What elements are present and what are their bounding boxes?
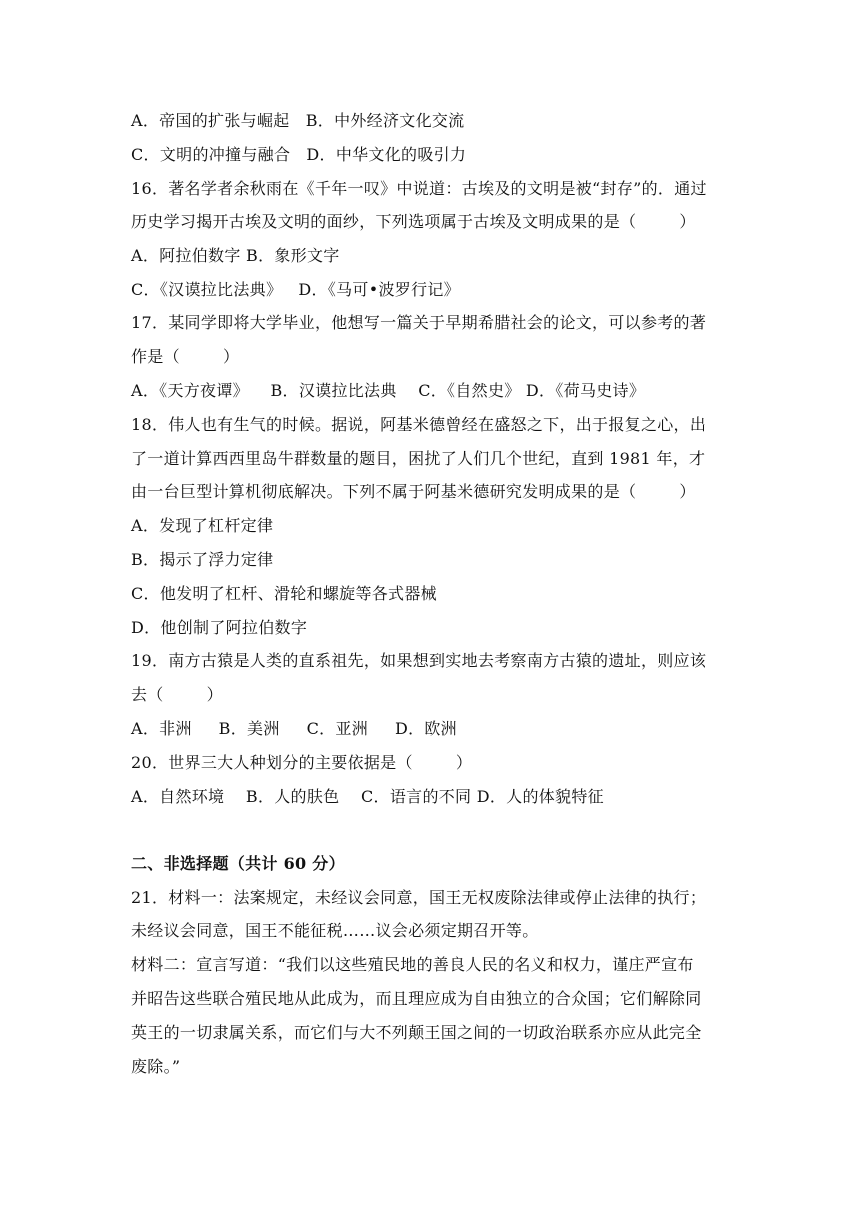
q17-options: A．《天方夜谭》 B．汉谟拉比法典 C．《自然史》 D．《荷马史诗》 <box>131 381 646 400</box>
q18-stem-line3: 由一台巨型计算机彻底解决。下列不属于阿基米德研究发明成果的是（ ） <box>131 482 696 501</box>
q16-stem-line2: 历史学习揭开古埃及文明的面纱，下列选项属于古埃及文明成果的是（ ） <box>131 212 696 231</box>
q15-options-cd: C．文明的冲撞与融合 D．中华文化的吸引力 <box>131 145 467 164</box>
q18-stem-line1: 18．伟人也有生气的时候。据说，阿基米德曾经在盛怒之下，出于报复之心，出 <box>131 415 707 434</box>
q16-options-ab: A．阿拉伯数字 B．象形文字 <box>131 246 340 265</box>
q16-stem-line1: 16．著名学者余秋雨在《千年一叹》中说道：古埃及的文明是被“封存”的．通过 <box>131 179 707 198</box>
q21-material2-line4: 废除。” <box>131 1057 181 1076</box>
q21-material2-line3: 英王的一切隶属关系，而它们与大不列颠王国之间的一切政治联系亦应从此完全 <box>131 1023 702 1042</box>
q21-material2-line2: 并昭告这些联合殖民地从此成为，而且理应成为自由独立的合众国；它们解除同 <box>131 989 702 1008</box>
q20-stem: 20．世界三大人种划分的主要依据是（ ） <box>131 753 473 772</box>
q18-option-b: B．揭示了浮力定律 <box>131 550 274 569</box>
q19-stem-line2: 去（ ） <box>131 685 223 704</box>
q16-options-cd: C．《汉谟拉比法典》 D．《马可•波罗行记》 <box>131 280 460 299</box>
q18-option-c: C．他发明了杠杆、滑轮和螺旋等各式器械 <box>131 584 437 603</box>
q18-option-d: D．他创制了阿拉伯数字 <box>131 618 308 637</box>
q21-material1-line1: 21．材料一：法案规定，未经议会同意，国王无权废除法律或停止法律的执行； <box>131 888 707 907</box>
q17-stem-line1: 17．某同学即将大学毕业，他想写一篇关于早期希腊社会的论文，可以参考的著 <box>131 313 707 332</box>
q17-stem-line2: 作是（ ） <box>131 347 240 366</box>
q20-options: A．自然环境 B．人的肤色 C．语言的不同 D．人的体貌特征 <box>131 787 604 806</box>
section-heading: 二、非选择题（共计 60 分） <box>131 854 345 873</box>
q18-stem-line2: 了一道计算西西里岛牛群数量的题目，困扰了人们几个世纪，直到 1981 年，才 <box>131 449 706 468</box>
q21-material2-line1: 材料二：宣言写道：“我们以这些殖民地的善良人民的名义和权力，谨庄严宣布 <box>131 955 694 974</box>
q18-option-a: A．发现了杠杆定律 <box>131 516 274 535</box>
q19-stem-line1: 19．南方古猿是人类的直系祖先，如果想到实地去考察南方古猿的遗址，则应该 <box>131 651 707 670</box>
q15-options-ab: A．帝国的扩张与崛起 B．中外经济文化交流 <box>131 111 465 130</box>
q19-options: A．非洲 B．美洲 C．亚洲 D．欧洲 <box>131 719 457 738</box>
q21-material1-line2: 未经议会同意，国王不能征税……议会必须定期召开等。 <box>131 921 539 940</box>
